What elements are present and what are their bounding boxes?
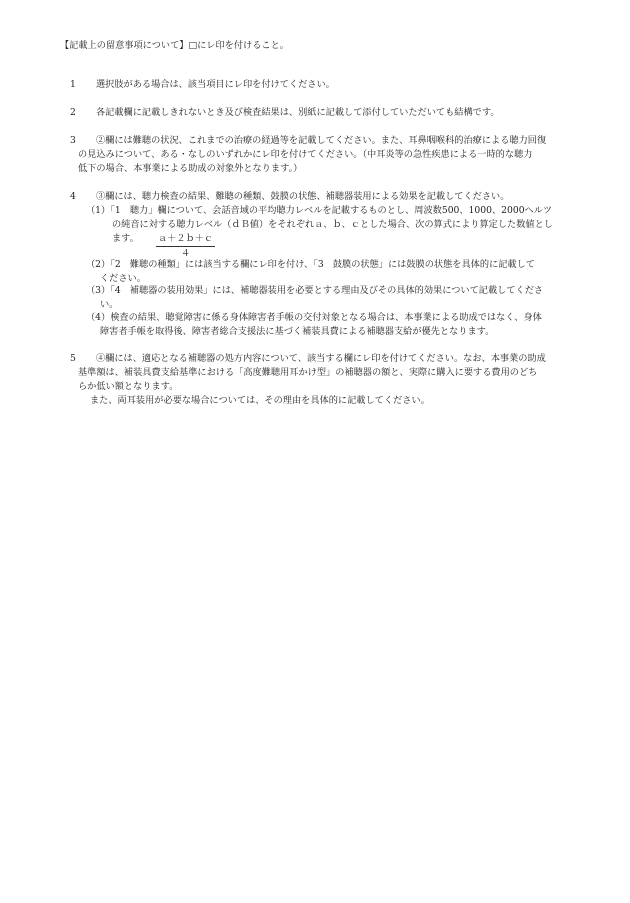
item-text-line: 低下の場合、本事業による助成の対象外となります。）	[78, 163, 303, 174]
note-item-2	[70, 106, 570, 120]
note-item-1	[70, 78, 570, 92]
notes-heading: 【記載上の留意事項について】□にレ印を付けること。	[60, 40, 289, 51]
item-text: ③欄には、聴力検査の結果、難聴の種類、鼓膜の状態、補聴器装用による効果を記載してください。	[96, 191, 510, 202]
subitem-2	[86, 258, 566, 286]
subitem-label: （4）	[86, 312, 111, 323]
subitem-label: （2）	[86, 259, 111, 270]
subitem-text-line: い。	[100, 299, 119, 310]
item-number: 5	[70, 353, 76, 364]
formula	[156, 232, 215, 261]
subitem-text-line: 検査の結果、聴覚障害に係る身体障害者手帳の交付対象となる場合は、本事業による助成ではなく、身体	[110, 312, 542, 323]
note-item-5	[70, 352, 570, 408]
item-text: 各記載欄に記載しきれないとき及び検査結果は、別紙に記載して添付していただいても結構です。	[96, 107, 500, 118]
item-number: 3	[70, 135, 76, 146]
subitem-4	[86, 311, 566, 339]
item-text-line: また、両耳装用が必要な場合については、その理由を具体的に記載してください。	[90, 395, 430, 406]
subitem-text-line: 障害者手帳を取得後、障害者総合支援法に基づく補装具費による補聴器支給が優先となります。	[100, 326, 495, 337]
item-text-line: ②欄には難聴の状況、これまでの治療の経過等を記載してください。また、耳鼻咽喉科的治療による聴力回復	[96, 135, 547, 146]
item-text-line: 基準額は、補装具費支給基準における「高度難聴用耳かけ型」の補聴器の額と、実際に購入に要する費用のどち	[78, 367, 538, 378]
subitem-text-line: ください。	[100, 273, 146, 284]
note-item-4	[70, 190, 570, 204]
subitem-text-line: ます。	[112, 233, 139, 244]
item-number: 4	[70, 191, 76, 202]
subitem-text-line: 「2 難聴の種類」には該当する欄にレ印を付け、「3 鼓膜の状態」には鼓膜の状態を具体的に記載して	[110, 259, 535, 270]
item-text: 選択肢がある場合は、該当項目にレ印を付けてください。	[96, 79, 335, 90]
subitem-label: （1）	[86, 205, 111, 216]
subitem-text-line: 「4 補聴器の装用効果」には、補聴器装用を必要とする理由及びその具体的効果について記載してくださ	[110, 285, 544, 296]
subitem-text-line: の純音に対する聴力レベル（ｄＢ値）をそれぞれａ、ｂ、ｃとした場合、次の算式により算定した数値とし	[112, 219, 553, 230]
formula-denominator: ４	[180, 248, 191, 259]
note-item-3	[70, 134, 570, 176]
formula-numerator: ａ＋２ｂ＋ｃ	[156, 232, 215, 247]
item-text-line: らか低い額となります。	[78, 381, 179, 392]
item-number: 2	[70, 107, 76, 118]
item-number: 1	[70, 79, 76, 90]
subitem-3	[86, 284, 566, 312]
subitem-label: （3）	[86, 285, 111, 296]
item-text-line: の見込みについて、ある・なしのいずれかにレ印を付けてください。（中耳炎等の急性疾患による一時的な聴力	[78, 149, 533, 160]
subitem-text-line: 「1 聴力」欄について、会話音域の平均聴力レベルを記載するものとし、周波数500、1000、2000ヘルツ	[110, 205, 553, 216]
item-text-line: ④欄には、適応となる補聴器の処方内容について、該当する欄にレ印を付けてください。なお、本事業の助成	[96, 353, 546, 364]
